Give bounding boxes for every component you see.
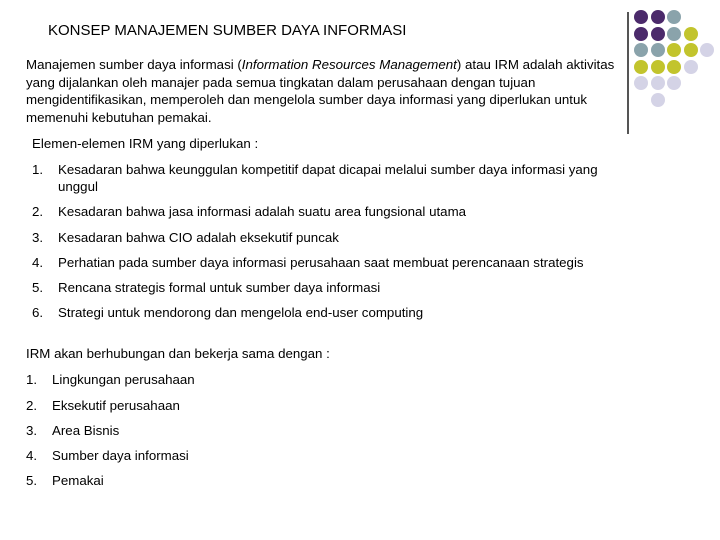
list-item-text: Kesadaran bahwa keunggulan kompetitif dapat dicapai melalui sumber daya informasi yang unggul <box>58 162 598 194</box>
dot-spacer <box>700 60 714 74</box>
list-item <box>26 397 626 414</box>
list-item-number: 3. <box>26 423 38 438</box>
list-item <box>32 161 632 195</box>
dot-spacer <box>700 93 714 107</box>
dot-spacer <box>684 93 698 107</box>
decorative-dot <box>634 43 648 57</box>
intro-text-italic: Information Resources Management <box>241 57 457 72</box>
list-item-number: 1. <box>26 372 38 387</box>
intro-text-start: Manajemen sumber daya informasi ( <box>26 57 242 72</box>
slide-title: KONSEP MANAJEMEN SUMBER DAYA INFORMASI <box>48 22 407 39</box>
list-item-text: Perhatian pada sumber daya informasi perusahaan saat membuat perencanaan strategis <box>58 255 584 270</box>
dot-spacer <box>700 76 714 90</box>
decorative-dot <box>667 60 681 74</box>
list-item-text: Eksekutif perusahaan <box>52 398 180 413</box>
decorative-dot <box>667 43 681 57</box>
list-item-text: Sumber daya informasi <box>52 448 189 463</box>
list-item <box>26 371 626 388</box>
list-item-number: 5. <box>32 280 44 295</box>
decorative-dot <box>634 76 648 90</box>
list-item-text: Kesadaran bahwa CIO adalah eksekutif puncak <box>58 230 339 245</box>
section1-heading: Elemen-elemen IRM yang diperlukan : <box>32 136 259 151</box>
list-item <box>26 447 626 464</box>
list-item <box>26 472 626 489</box>
dot-spacer <box>667 93 681 107</box>
list-item-number: 2. <box>26 398 38 413</box>
list-item <box>32 229 632 246</box>
decorative-dot <box>651 76 665 90</box>
decorative-dot <box>684 43 698 57</box>
list-item-number: 4. <box>32 255 44 270</box>
decorative-dot <box>651 43 665 57</box>
list-item <box>32 279 632 296</box>
list-item-text: Lingkungan perusahaan <box>52 372 195 387</box>
decorative-dot <box>667 76 681 90</box>
list-item-text: Kesadaran bahwa jasa informasi adalah suatu area fungsional utama <box>58 204 467 219</box>
list-item-text: Strategi untuk mendorong dan mengelola end-user computing <box>58 305 424 320</box>
list-item <box>32 304 632 321</box>
list-item-number: 1. <box>32 162 44 177</box>
decorative-dot <box>651 60 665 74</box>
list-item-number: 6. <box>32 305 44 320</box>
decorative-divider-line <box>627 12 629 134</box>
dot-spacer <box>684 76 698 90</box>
list-item <box>32 254 632 271</box>
list-item-text: Pemakai <box>52 473 104 488</box>
intro-text-end: ) atau IRM adalah aktivitas yang dijalankan oleh manajer pada semua tingkatan dalam perusahaan dengan tujuan mengidentifikasikan, memperoleh dan mengelola sumber daya informasi yang diperlukan untuk memenuhi kebutuhan pemakai. <box>26 57 615 125</box>
decorative-dot <box>684 60 698 74</box>
decorative-dot <box>634 27 648 41</box>
dot-spacer <box>634 93 648 107</box>
list-item-number: 4. <box>26 448 38 463</box>
decorative-dot <box>667 27 681 41</box>
dot-spacer <box>700 27 714 41</box>
decorative-dot <box>651 93 665 107</box>
list-item <box>26 422 626 439</box>
decorative-dot-grid <box>634 10 714 107</box>
section2-heading: IRM akan berhubungan dan bekerja sama dengan : <box>26 346 330 361</box>
list-item <box>32 203 632 220</box>
list-item-number: 5. <box>26 473 38 488</box>
intro-paragraph <box>26 56 626 126</box>
list-item-text: Rencana strategis formal untuk sumber daya informasi <box>58 280 381 295</box>
decorative-dot <box>700 43 714 57</box>
decorative-dot <box>651 10 665 24</box>
decorative-dot <box>684 27 698 41</box>
list-item-number: 2. <box>32 204 44 219</box>
decorative-dot <box>634 10 648 24</box>
dot-spacer <box>700 10 714 24</box>
decorative-dot <box>634 60 648 74</box>
decorative-dot <box>651 27 665 41</box>
decorative-dot <box>667 10 681 24</box>
dot-spacer <box>684 10 698 24</box>
list-item-text: Area Bisnis <box>52 423 120 438</box>
list-item-number: 3. <box>32 230 44 245</box>
